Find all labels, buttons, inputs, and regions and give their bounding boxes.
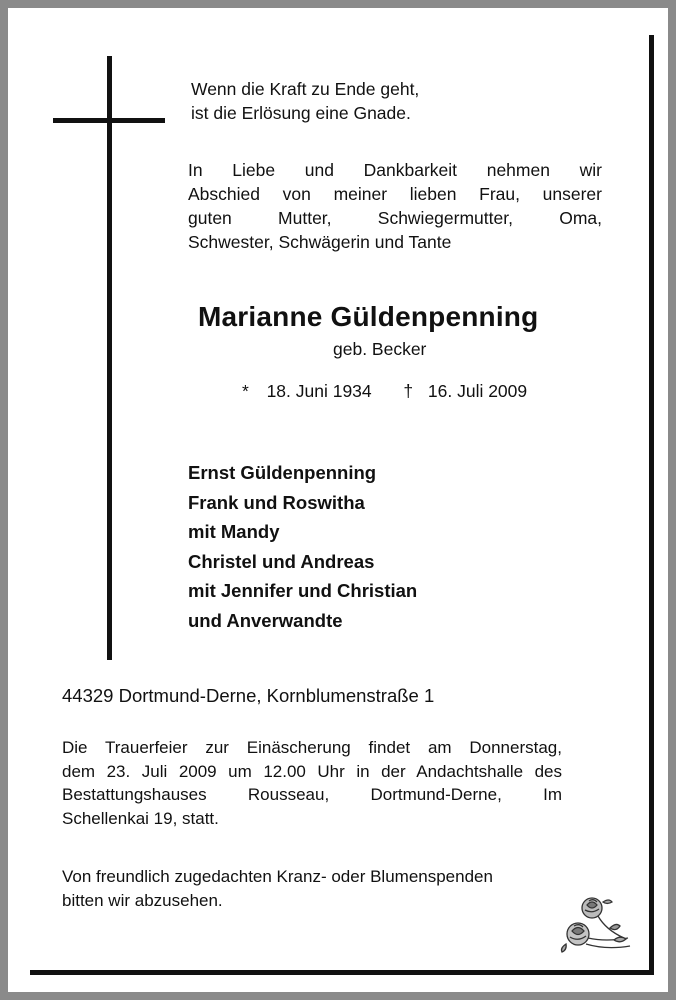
birth-star-icon: * xyxy=(242,381,249,401)
obituary-notice xyxy=(8,8,668,992)
mourner-entry: Christel und Andreas xyxy=(188,550,375,572)
flowers-line: Von freundlich zugedachten Kranz- oder Blumenspenden xyxy=(62,867,493,886)
cross-vertical-bar xyxy=(107,56,112,660)
motto-quote xyxy=(191,77,419,125)
flowers-line: bitten wir abzusehen. xyxy=(62,890,223,910)
mourner-entry: und Anverwandte xyxy=(188,609,343,631)
motto-line: ist die Erlösung eine Gnade. xyxy=(191,103,411,123)
ceremony-line: Die Trauerfeier zur Einäscherung findet am Donnerstag, xyxy=(62,738,562,757)
intro-line: guten Mutter, Schwiegermutter, Oma, xyxy=(188,208,602,228)
death-date: 16. Juli 2009 xyxy=(427,381,528,401)
mourner-entry: Ernst Güldenpenning xyxy=(188,462,377,483)
mourner-entry: mit Jennifer und Christian xyxy=(188,580,418,602)
roses-icon xyxy=(556,890,642,956)
cross-horizontal-bar xyxy=(53,118,165,123)
ceremony-line: dem 23. Juli 2009 um 12.00 Uhr in der Andachtshalle des xyxy=(62,761,562,781)
intro-line: Schwester, Schwägerin und Tante xyxy=(188,232,452,252)
flowers-note xyxy=(62,865,493,912)
motto-line: Wenn die Kraft zu Ende geht, xyxy=(191,79,420,99)
intro-line: In Liebe und Dankbarkeit nehmen wir xyxy=(188,160,602,180)
frame-shadow-bottom xyxy=(30,970,654,975)
ceremony-info xyxy=(62,736,562,830)
intro-line: Abschied von meiner lieben Frau, unserer xyxy=(188,184,602,204)
frame-shadow-right xyxy=(649,35,654,975)
mourner-entry: mit Mandy xyxy=(188,521,280,543)
mourner-entry: Frank und Roswitha xyxy=(188,491,365,513)
deceased-name: Marianne Güldenpenning xyxy=(198,301,539,332)
mourners-list xyxy=(188,458,417,636)
death-dagger-icon: † xyxy=(403,381,414,401)
intro-text xyxy=(188,158,602,254)
ceremony-line: Schellenkai 19, statt. xyxy=(62,808,219,828)
life-dates xyxy=(242,381,527,402)
family-address: 44329 Dortmund-Derne, Kornblumenstraße 1 xyxy=(62,685,435,706)
birth-date: 18. Juni 1934 xyxy=(266,381,372,401)
maiden-name: geb. Becker xyxy=(333,339,427,359)
ceremony-line: Bestattungshauses Rousseau, Dortmund-Derne, Im xyxy=(62,785,562,804)
